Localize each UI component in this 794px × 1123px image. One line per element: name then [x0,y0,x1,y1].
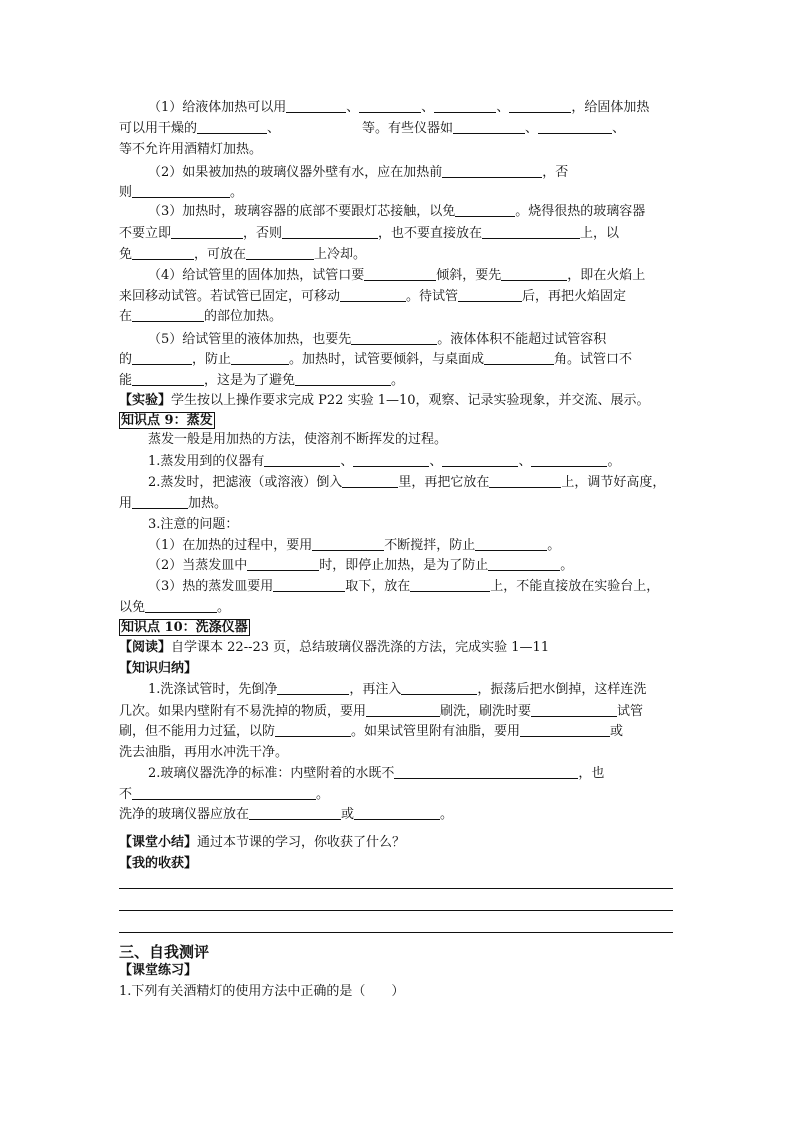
blank[interactable] [475,537,547,551]
blank[interactable] [171,225,243,239]
text-line: 则 。 [119,185,244,200]
blank[interactable] [489,474,561,488]
blank[interactable] [273,578,345,592]
blank[interactable] [340,288,406,302]
section-heading: 知识点 10：洗涤仪器 [121,620,248,635]
blank[interactable] [132,308,204,322]
blank[interactable] [132,372,204,386]
text-line: 【阅读】自学课本 22--23 页，总结玻璃仪器洗涤的方法，完成实验 1—11 [119,640,550,655]
blank[interactable] [484,351,554,365]
blank[interactable] [509,99,571,113]
text-line: 可以用干燥的 、 等。有些仪器如 、 、 [119,121,626,136]
text-line: 【课堂练习】 [119,963,198,978]
text-line: （1）给液体加热可以用 、 、 、 ，给固体加热 [148,100,650,115]
blank[interactable] [246,246,314,260]
blank[interactable] [132,495,188,509]
blank[interactable] [295,372,391,386]
blank[interactable] [312,537,384,551]
blank[interactable] [286,99,346,113]
blank[interactable] [366,703,440,717]
blank[interactable] [531,703,617,717]
text-line: 几次。如果内壁附有不易洗掉的物质，要用 刷洗，刷洗时要 试管 [119,704,644,719]
blank[interactable] [453,120,525,134]
text-line: 用 加热。 [119,496,228,511]
blank[interactable] [394,765,578,779]
text-line: 【课堂小结】通过本节课的学习，你收获了什么？ [119,835,406,850]
text-line: （1）在加热的过程中，要用 不断搅拌，防止 。 [148,538,561,553]
blank[interactable] [197,120,267,134]
text-line: 刷，但不能用力过猛，以防 。如果试管里附有油脂，要用 或 [119,724,624,739]
text-line: 的 ，防止 。加热时，试管要倾斜，与桌面成 角。试管口不 [119,352,633,367]
text-line: 来回移动试管。若试管已固定，可移动 。待试管 后，再把火焰固定 [119,289,627,304]
text-line: 【实验】学生按以上操作要求完成 P22 实验 1—10，观察、记录实验现象，并交流、展示。 [119,393,650,408]
blank[interactable] [275,723,351,737]
blank[interactable] [132,246,194,260]
text-line: （2）当蒸发皿中 时，即停止加热，是为了防止 。 [148,558,574,573]
blank[interactable] [353,453,429,467]
text-line: 洗净的玻璃仪器应放在 或 。 [119,807,454,822]
text-line: 不 。 [119,787,330,802]
blank[interactable] [531,453,607,467]
answer-line[interactable] [119,910,673,911]
text-line: 1.洗涤试管时，先倒净 ，再注入 ，振荡后把水倒掉，这样连洗 [148,682,647,697]
text-line: 洗去油脂，再用水冲洗干净。 [119,745,289,760]
blank[interactable] [455,203,515,217]
text-line: 等不允许用酒精灯加热。 [119,142,263,157]
blank[interactable] [132,184,230,198]
answer-line[interactable] [119,932,673,933]
blank[interactable] [231,351,289,365]
blank[interactable] [282,225,378,239]
answer-line[interactable] [119,888,673,889]
text-line: 【我的收获】 [119,856,198,871]
text-line: 免 ，可放在 上冷却。 [119,247,367,262]
text-line: 1.蒸发用到的仪器有 、 、 、 。 [148,454,621,469]
blank[interactable] [458,288,522,302]
text-line: 3.注意的问题： [148,517,239,532]
blank[interactable] [264,453,340,467]
text-line: 2.蒸发时，把滤液（或溶液）倒入 里，再把它放在 上，调节好高度， [148,475,666,490]
blank[interactable] [364,267,436,281]
blank[interactable] [359,99,421,113]
blank[interactable] [410,578,490,592]
blank[interactable] [249,806,341,820]
blank[interactable] [401,681,477,695]
section-heading: 知识点 9：蒸发 [121,413,213,428]
text-line: 以免 。 [119,600,231,615]
text-line: 2.玻璃仪器洗净的标准：内壁附着的水既不 ，也 [148,766,605,781]
text-line: 【知识归纳】 [119,661,198,676]
text-line: 不要立即 ，否则 ，也不要直接放在 上，以 [119,226,620,241]
blank[interactable] [132,351,192,365]
text-line: （3）加热时，玻璃容器的底部不要跟灯芯接触，以免 。烧得很热的玻璃容器 [148,204,646,219]
blank[interactable] [501,267,567,281]
blank[interactable] [482,225,580,239]
blank[interactable] [342,474,398,488]
blank[interactable] [488,557,560,571]
text-line: （4）给试管里的固体加热，试管口要 倾斜，要先 ，即在火焰上 [148,268,646,283]
blank[interactable] [442,453,518,467]
blank[interactable] [442,164,542,178]
text-line: 能 ，这是为了避免 。 [119,373,405,388]
text-line: （3）热的蒸发皿要用 取下，放在 上，不能直接放在实验台上， [148,579,660,594]
text-line: （5）给试管里的液体加热，也要先 。液体体积不能超过试管容积 [148,332,607,347]
blank[interactable] [351,331,437,345]
text-line: 蒸发一般是用加热的方法，使溶剂不断挥发的过程。 [148,432,448,447]
text-line: （2）如果被加热的玻璃仪器外壁有水，应在加热前 ，否 [148,165,569,180]
section-title: 三、自我测评 [119,943,210,961]
blank[interactable] [277,681,349,695]
blank[interactable] [132,786,316,800]
blank[interactable] [354,806,440,820]
blank[interactable] [538,120,612,134]
blank[interactable] [145,599,217,613]
blank[interactable] [247,557,319,571]
question: 1.下列有关酒精灯的使用方法中正确的是（ ） [119,984,405,999]
blank[interactable] [520,723,610,737]
blank[interactable] [434,99,496,113]
text-line: 在 的部位加热。 [119,309,283,324]
